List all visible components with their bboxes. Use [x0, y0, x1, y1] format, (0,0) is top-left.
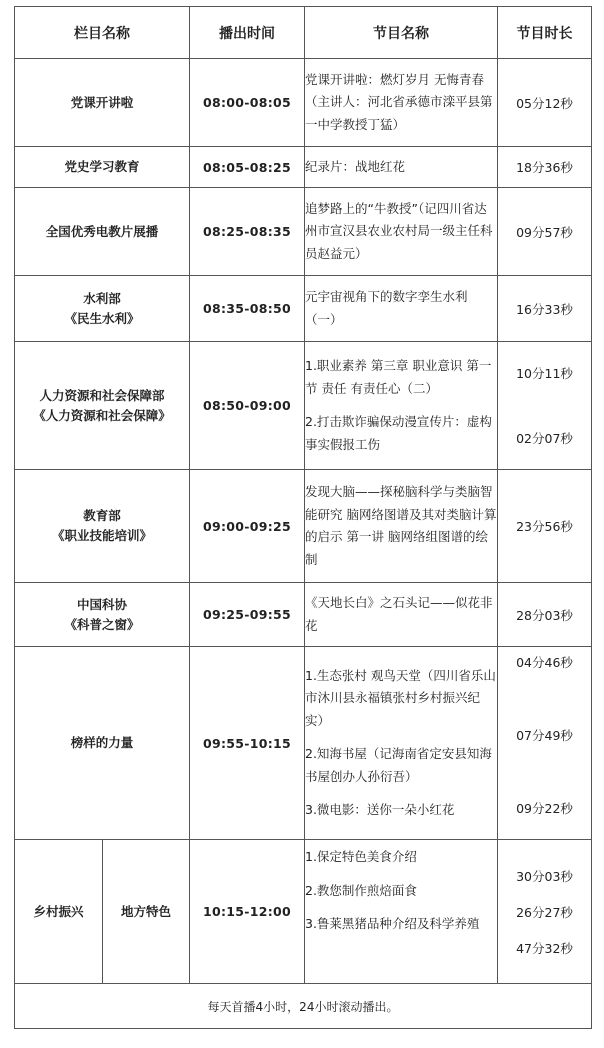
header-duration: 节目时长 — [498, 7, 592, 59]
air-time: 09:00-09:25 — [190, 470, 305, 583]
duration — [498, 840, 592, 984]
table-row — [15, 342, 592, 470]
column-name-line2: 《民生水利》 — [64, 310, 140, 326]
column-name — [15, 470, 190, 583]
column-name-line1: 人力资源和社会保障部 — [39, 387, 165, 403]
program-name: 元宇宙视角下的数字孪生水利（一） — [305, 276, 498, 342]
duration — [498, 647, 592, 840]
column-name — [15, 342, 190, 470]
air-time: 08:50-09:00 — [190, 342, 305, 470]
duration-item: 10分11秒 — [516, 366, 573, 381]
program-name — [305, 647, 498, 840]
header-column-name: 栏目名称 — [15, 7, 190, 59]
table-row — [15, 59, 592, 147]
column-name-line2: 《科普之窗》 — [64, 616, 140, 632]
column-name: 榜样的力量 — [15, 647, 190, 840]
program-item: 1.保定特色美食介绍 — [305, 849, 417, 864]
program-name: 纪录片：战地红花 — [305, 147, 498, 188]
header-program-name: 节目名称 — [305, 7, 498, 59]
table-row — [15, 647, 592, 840]
duration: 16分33秒 — [498, 276, 592, 342]
air-time: 08:35-08:50 — [190, 276, 305, 342]
footer-row — [15, 984, 592, 1029]
column-name: 党史学习教育 — [15, 147, 190, 188]
table-row — [15, 470, 592, 583]
air-time: 08:25-08:35 — [190, 188, 305, 276]
program-item: 3.鲁莱黑猪品种介绍及科学养殖 — [305, 916, 480, 931]
program-item: 2.教您制作煎焙面食 — [305, 882, 417, 898]
air-time: 10:15-12:00 — [190, 840, 305, 984]
header-air-time: 播出时间 — [190, 7, 305, 59]
column-name: 乡村振兴 — [15, 840, 103, 984]
air-time: 08:05-08:25 — [190, 147, 305, 188]
program-item: 2.知海书屋（记海南省定安县知海书屋创办人孙衍吾） — [305, 746, 492, 784]
program-name: 追梦路上的“牛教授”（记四川省达州市宣汉县农业农村局一级主任科员赵益元） — [305, 188, 498, 276]
column-name-line1: 水利部 — [83, 290, 121, 306]
duration: 23分56秒 — [498, 470, 592, 583]
air-time: 09:25-09:55 — [190, 583, 305, 647]
column-name — [15, 583, 190, 647]
program-name: 《天地长白》之石头记——似花非花 — [305, 583, 498, 647]
duration-item: 02分07秒 — [516, 431, 573, 446]
column-name-line1: 中国科协 — [76, 596, 127, 612]
duration-item: 09分22秒 — [516, 801, 573, 816]
header-row — [15, 7, 592, 59]
table-row — [15, 583, 592, 647]
schedule-table — [14, 6, 592, 1029]
duration: 09分57秒 — [498, 188, 592, 276]
program-name — [305, 342, 498, 470]
table-row — [15, 276, 592, 342]
duration-item: 26分27秒 — [516, 904, 573, 920]
duration-item: 47分32秒 — [516, 940, 573, 956]
duration: 05分12秒 — [498, 59, 592, 147]
column-name: 全国优秀电教片展播 — [15, 188, 190, 276]
air-time: 09:55-10:15 — [190, 647, 305, 840]
footer-note: 每天首播4小时，24小时滚动播出。 — [15, 984, 592, 1029]
column-name: 党课开讲啦 — [15, 59, 190, 147]
duration-item: 07分49秒 — [516, 728, 573, 743]
duration-item: 30分03秒 — [516, 868, 573, 884]
program-name: 发现大脑——探秘脑科学与类脑智能研究 脑网络图谱及其对类脑计算的启示 第一讲 脑网络组图谱的绘制 — [305, 470, 498, 583]
duration: 18分36秒 — [498, 147, 592, 188]
column-name-line1: 教育部 — [83, 508, 121, 523]
column-name-line2: 《人力资源和社会保障》 — [33, 407, 171, 423]
program-item: 2.打击欺诈骗保动漫宣传片：虚构事实假报工伤 — [305, 414, 492, 452]
table-row — [15, 188, 592, 276]
program-item: 1.生态张村 观鸟天堂（四川省乐山市沐川县永福镇张村乡村振兴纪实） — [305, 667, 496, 728]
program-name — [305, 840, 498, 984]
table-row — [15, 840, 592, 984]
duration — [498, 342, 592, 470]
air-time: 08:00-08:05 — [190, 59, 305, 147]
sub-column-name: 地方特色 — [103, 840, 190, 984]
program-item: 3.微电影：送你一朵小红花 — [305, 802, 455, 817]
column-name — [15, 276, 190, 342]
program-name: 党课开讲啦：燃灯岁月 无悔青春（主讲人：河北省承德市滦平县第一中学教授丁猛） — [305, 59, 498, 147]
program-item: 1.职业素养 第三章 职业意识 第一节 责任 有责任心（二） — [305, 358, 492, 396]
column-name-line2: 《职业技能培训》 — [51, 528, 152, 543]
duration-item: 04分46秒 — [516, 655, 573, 670]
table-row — [15, 147, 592, 188]
duration: 28分03秒 — [498, 583, 592, 647]
